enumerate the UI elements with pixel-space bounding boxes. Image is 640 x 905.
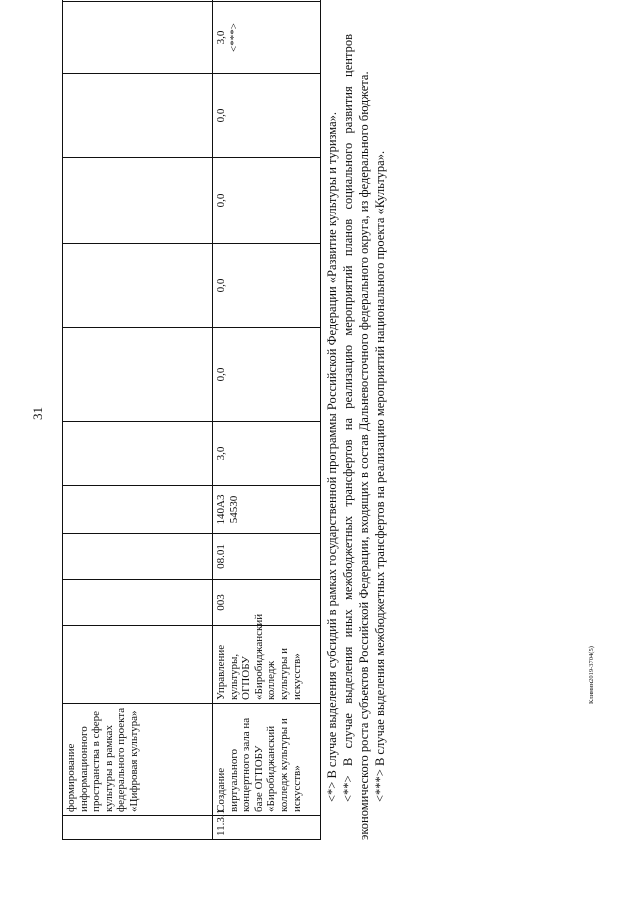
table-cell: [63, 486, 213, 534]
table-cell-value: 0,0: [213, 328, 321, 422]
table-cell-activity: формирование информационного пространства в сфере культуры в рамках федерального проекта «Цифровая культура»: [63, 704, 213, 816]
table-cell: [63, 244, 213, 328]
rotated-page-content: [62, 23, 582, 840]
table-cell: [63, 580, 213, 626]
table-cell: [63, 74, 213, 158]
table-cell-value: 0,0: [213, 74, 321, 158]
table-cell-number: 11.3.1: [213, 816, 321, 840]
table-cell: [63, 158, 213, 244]
footnote-2: <**> В случае выделения иных межбюджетных трансфертов на реализацию мероприятий планов социального развития центров экономического роста субъектов Российской Федерации, входящих в состав Дальневосточного федерального округа, из федерального бюджета.: [341, 34, 371, 840]
table-row: [63, 0, 213, 840]
document-stamp: Климин2019-3704(5): [588, 646, 595, 704]
table-cell-value: [213, 0, 321, 2]
table-cell-section: 08.01: [213, 534, 321, 580]
table-cell-target: 140А3 54530: [213, 486, 321, 534]
table-row: [213, 0, 321, 840]
table-cell: [63, 816, 213, 840]
table-cell: [63, 422, 213, 486]
table-cell: [63, 2, 213, 74]
table-cell-value: 0,0: [213, 244, 321, 328]
footnotes: [324, 34, 388, 840]
page-number: 31: [30, 407, 45, 420]
table-cell-executor: Управление культуры, ОГПОБУ «Биробиджанский колледж культуры и искусств»: [213, 626, 321, 704]
table-cell-value: 3,0: [213, 422, 321, 486]
footnote-1: <*> В случае выделения субсидий в рамках государственной программы Российской Федерации «Развитие культуры и туризма».: [325, 111, 339, 802]
table-cell: [63, 626, 213, 704]
table-cell: [63, 534, 213, 580]
table-cell-value: 0,0: [213, 158, 321, 244]
footnote-3: <***> В случае выделения межбюджетных трансфертов на реализацию мероприятий национального проекта «Культура».: [373, 150, 387, 802]
table-cell-value: 3,0 <***>: [213, 2, 321, 74]
table-cell: [63, 0, 213, 2]
table-cell-code: 003: [213, 580, 321, 626]
budget-table: [62, 0, 321, 840]
table-cell: [63, 328, 213, 422]
table-cell-activity: Создание виртуального концертного зала на базе ОГПОБУ «Биробиджанский колледж культуры и искусств»: [213, 704, 321, 816]
